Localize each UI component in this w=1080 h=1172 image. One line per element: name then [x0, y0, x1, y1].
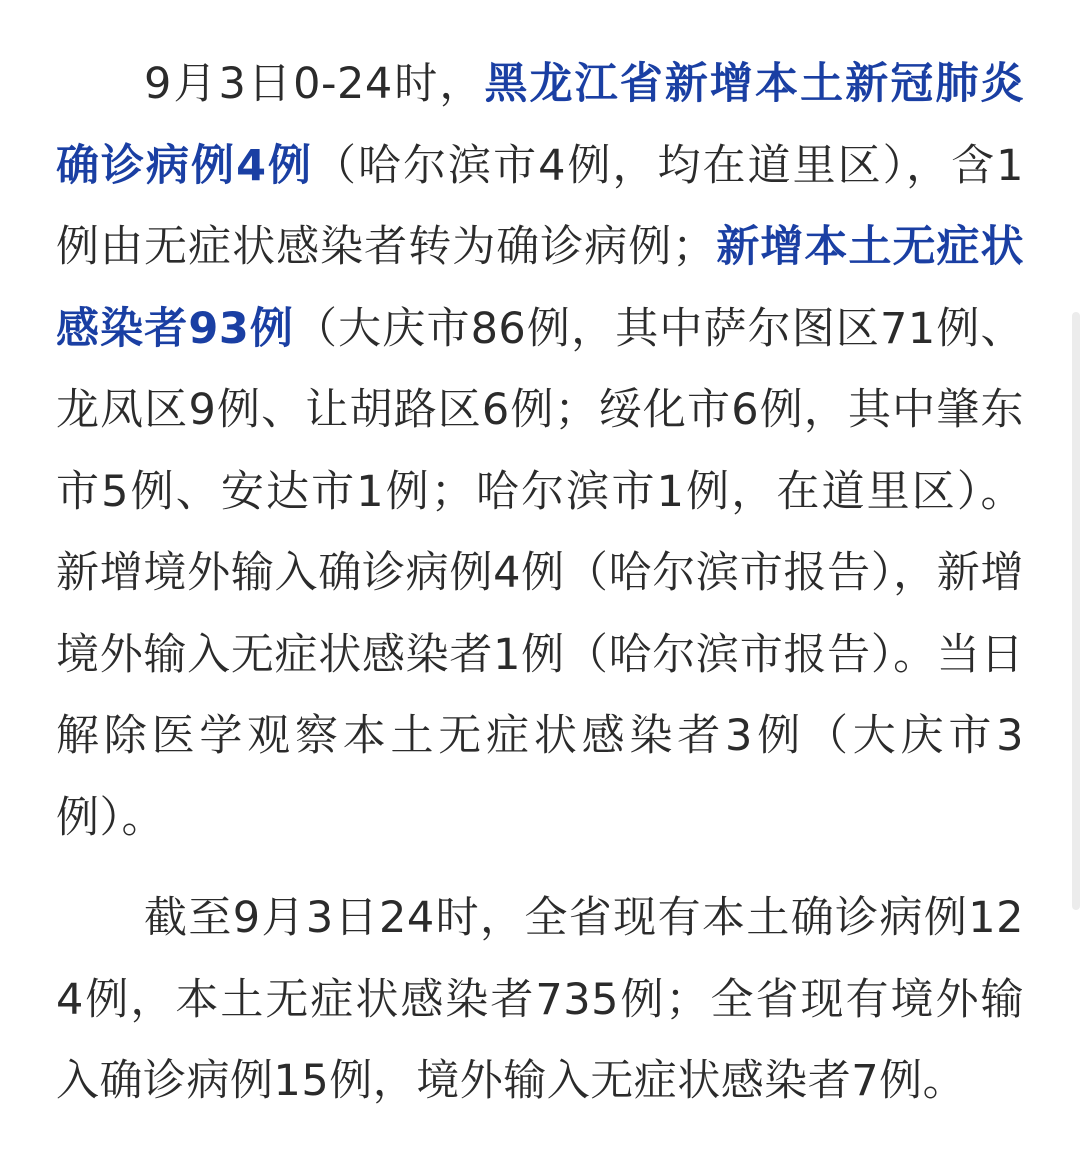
- confirmed-cases-detail: （哈尔滨市4例，均在道里区），含1例由无症状感染者转为确诊病例；: [56, 140, 1025, 272]
- asymptomatic-cases-detail: （大庆市86例，其中萨尔图区71例、龙凤区9例、让胡路区6例；绥化市6例，其中肇东市5例、安达市1例；哈尔滨市1例，在道里区）。新增境外输入确诊病例4例（哈尔滨市报告），新增境外输入无症状感染者1例（哈尔滨市报告）。当日解除医学观察本土无症状感染者3例（大庆市3例）。: [56, 303, 1025, 843]
- news-paragraph-2: [56, 878, 1024, 1123]
- highlight-asymptomatic-cases: 新增本土无症状感染者93例: [56, 222, 1025, 354]
- news-paragraph-1: [56, 44, 1024, 859]
- highlight-confirmed-cases: 黑龙江省新增本土新冠肺炎确诊病例4例: [56, 59, 1024, 191]
- cumulative-summary: 截至9月3日24时，全省现有本土确诊病例124例，本土无症状感染者735例；全省现有境外输入确诊病例15例，境外输入无症状感染者7例。: [56, 893, 1024, 1106]
- date-time-range: 9月3日0-24时，: [144, 59, 485, 109]
- vertical-scrollbar[interactable]: [1072, 312, 1080, 910]
